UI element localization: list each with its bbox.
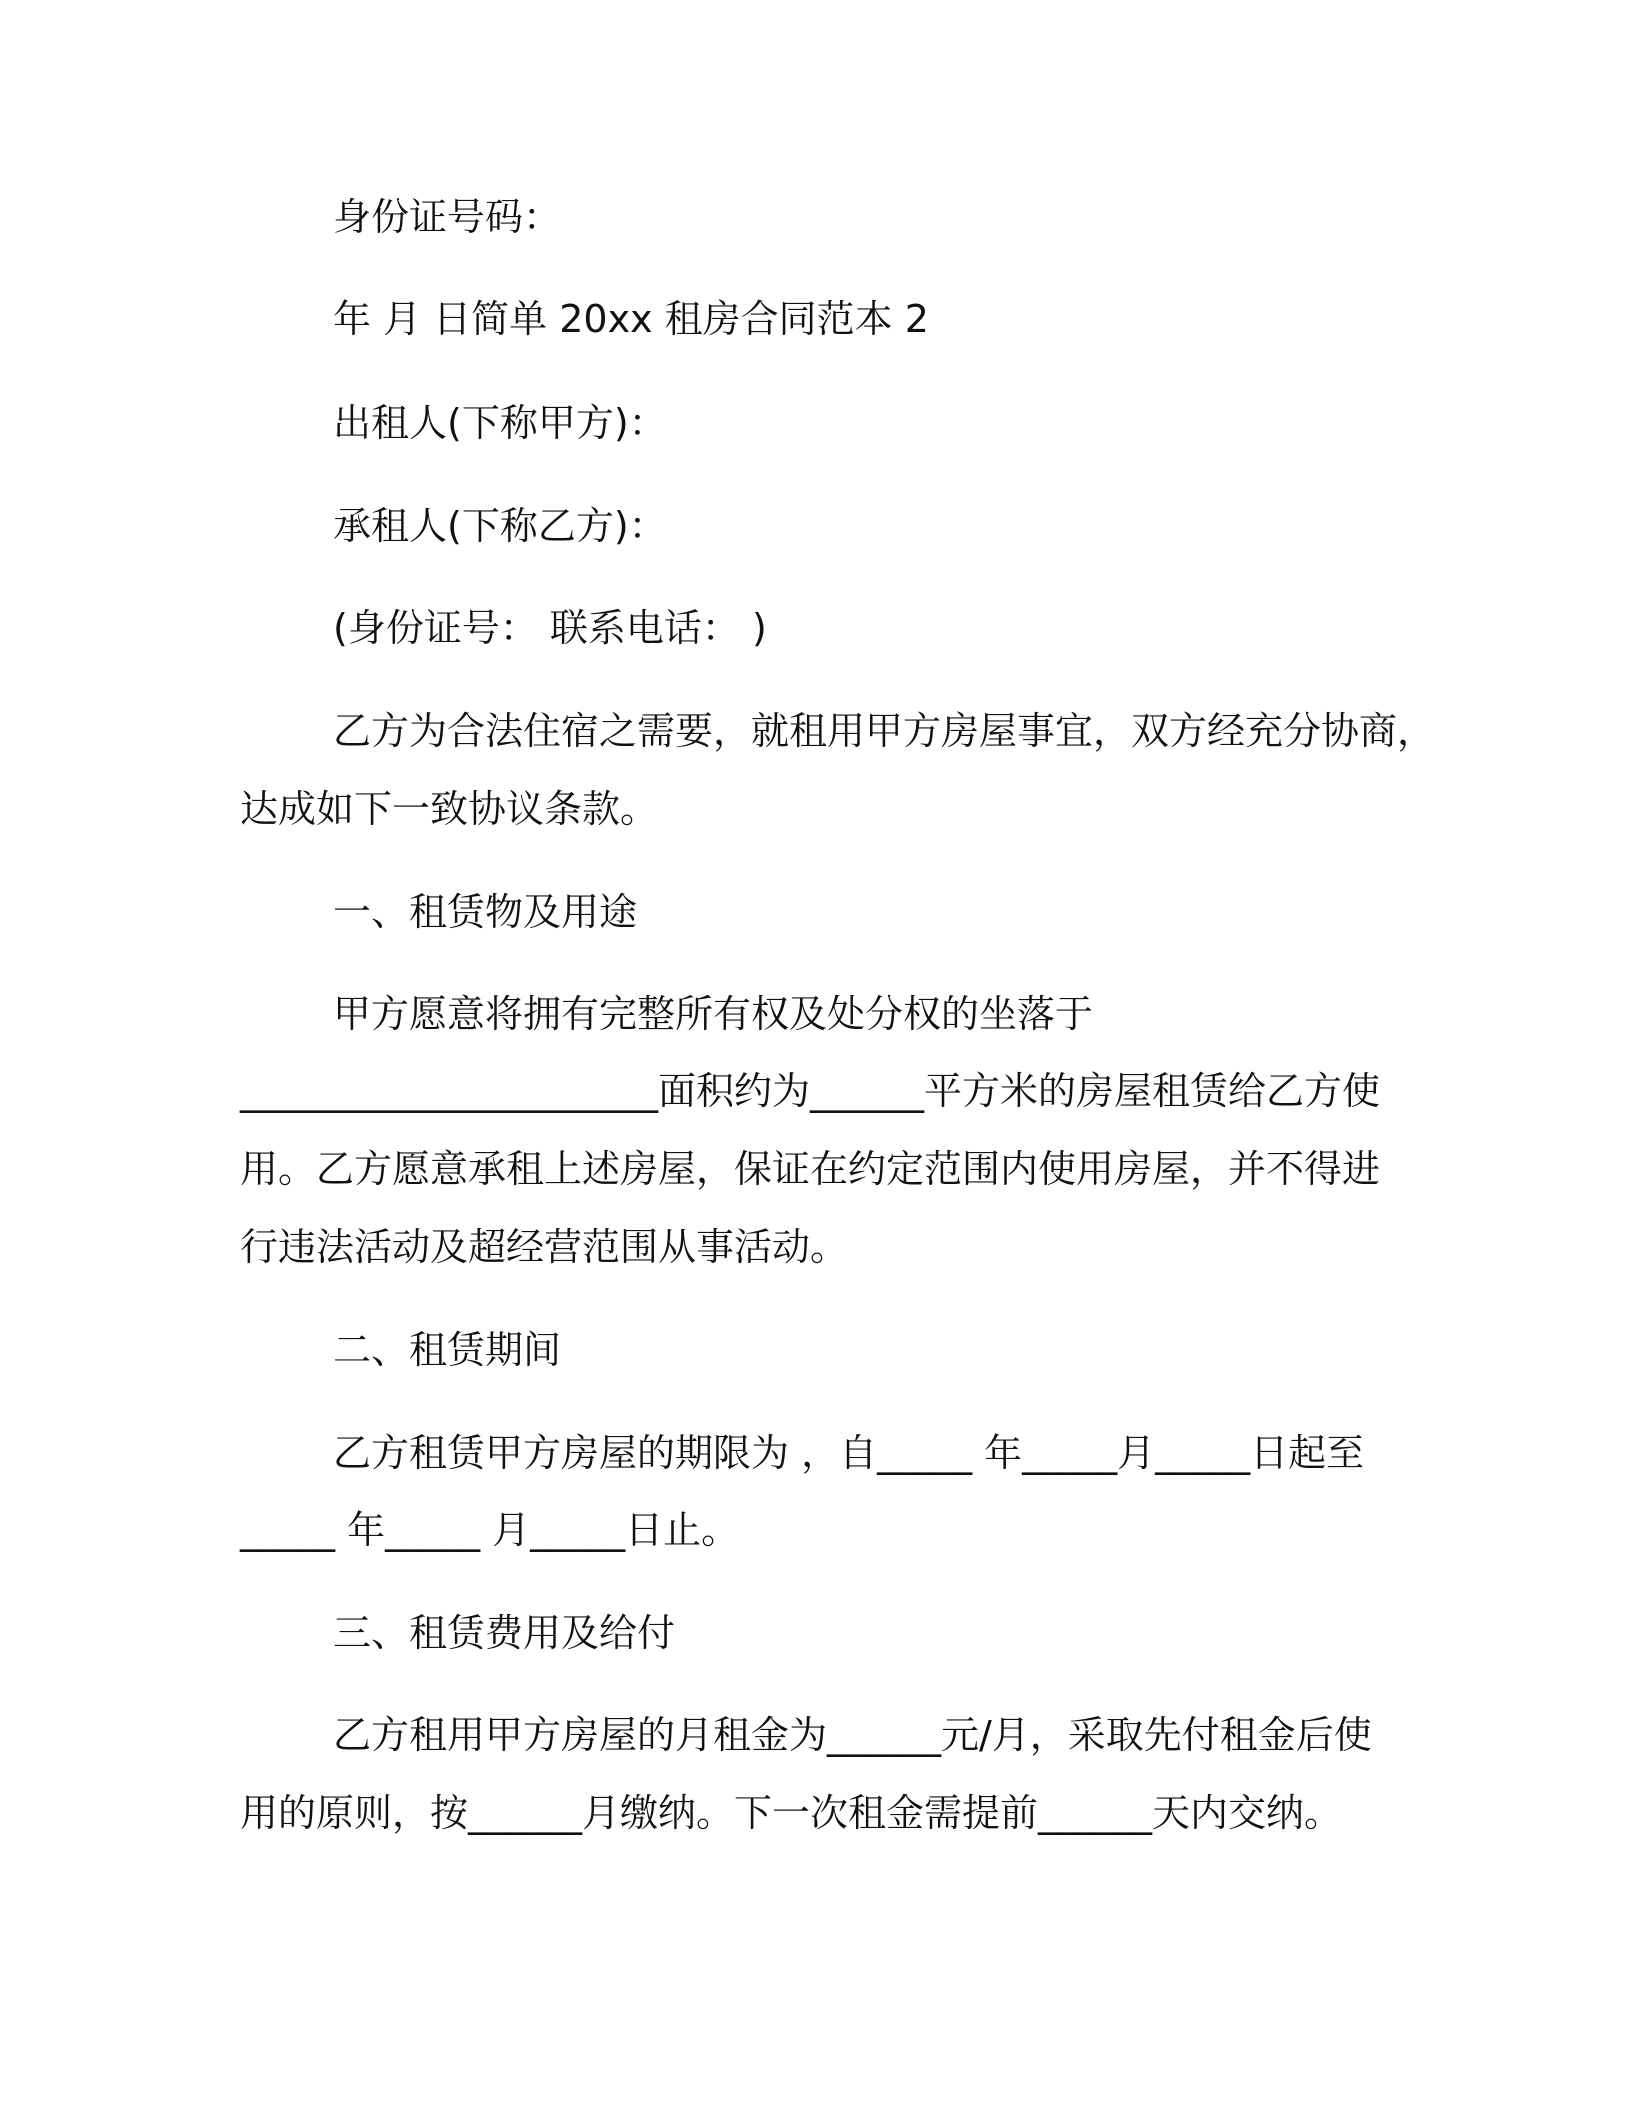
- section-1-heading: 一、租赁物及用途: [333, 890, 638, 934]
- lessor-line: 出租人(下称甲方)：: [333, 401, 667, 445]
- intro-paragraph-line-1: 乙方为合法住宿之需要，就租用甲方房屋事宜，双方经充分协商，: [333, 709, 1436, 753]
- id-number-line: 身份证号码：: [333, 195, 562, 239]
- intro-paragraph-line-2: 达成如下一致协议条款。: [240, 787, 659, 831]
- section-3-heading: 三、租赁费用及给付: [333, 1611, 676, 1655]
- section-3-line-2: 用的原则，按______月缴纳。下一次租金需提前______天内交纳。: [240, 1791, 1343, 1835]
- lessee-line: 承租人(下称乙方)：: [333, 504, 667, 548]
- section-1-line-4: 行违法活动及超经营范围从事活动。: [240, 1225, 849, 1269]
- section-2-line-1: 乙方租赁甲方房屋的期限为 ，自_____ 年_____月_____日起至: [333, 1431, 1365, 1475]
- date-title-line: 年 月 日简单 20xx 租房合同范本 2: [333, 297, 929, 341]
- section-2-line-2: _____ 年_____ 月_____日止。: [240, 1508, 740, 1552]
- section-1-line-1: 甲方愿意将拥有完整所有权及处分权的坐落于: [333, 992, 1094, 1036]
- section-1-line-3: 用。乙方愿意承租上述房屋，保证在约定范围内使用房屋，并不得进: [240, 1147, 1381, 1191]
- id-phone-line: (身份证号： 联系电话： ): [333, 606, 767, 650]
- section-1-line-2: ______________________面积约为______平方米的房屋租赁给乙方使: [240, 1069, 1381, 1113]
- section-2-heading: 二、租赁期间: [333, 1328, 562, 1372]
- section-3-line-1: 乙方租用甲方房屋的月租金为______元/月，采取先付租金后使: [333, 1713, 1372, 1757]
